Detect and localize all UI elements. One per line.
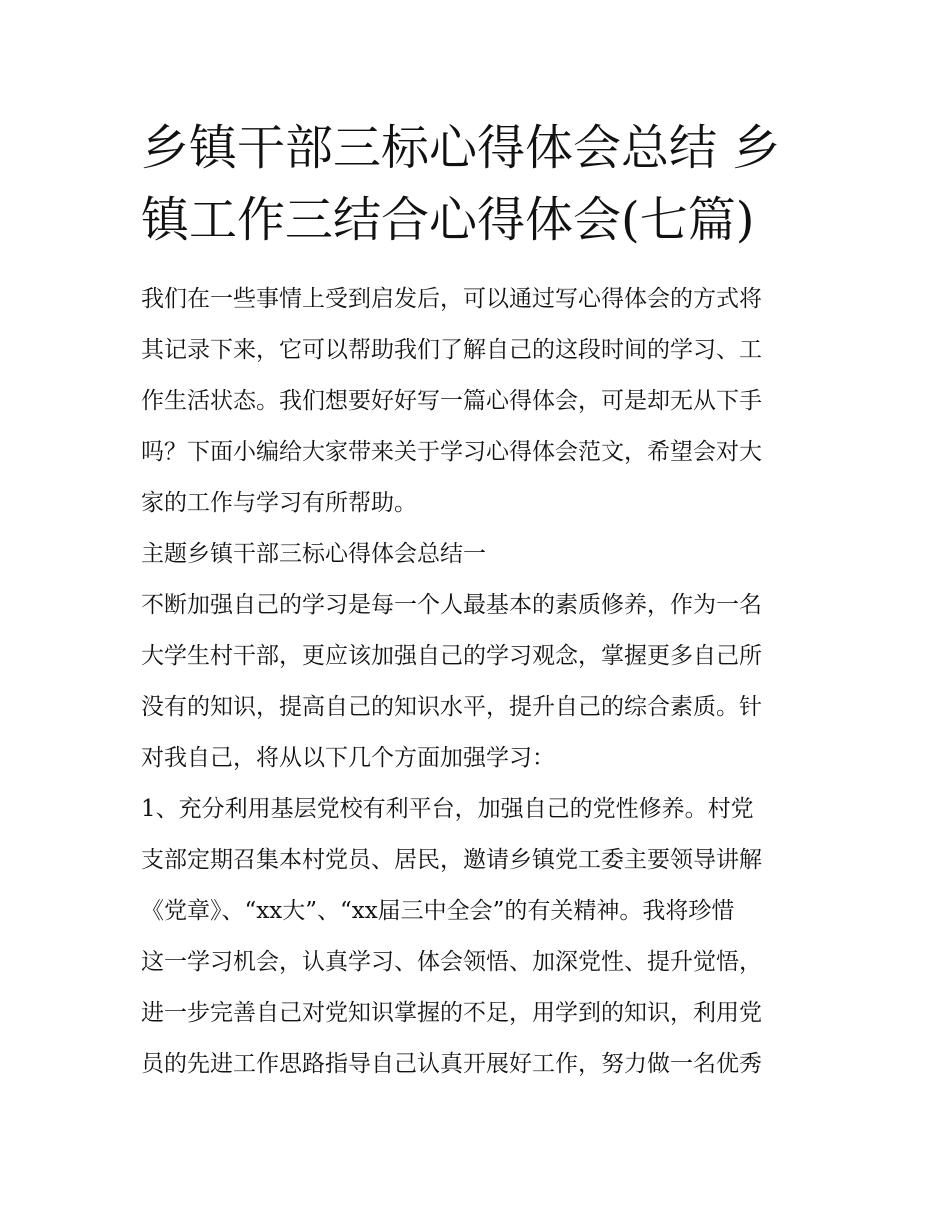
title-line: 镇工作三结合心得体会(七篇) (141, 192, 755, 248)
body-line: 没有的知识，提高自己的知识水平，提升自己的综合素质。针 (141, 694, 762, 720)
document-body (141, 274, 813, 1090)
body-line: 进一步完善自己对党知识掌握的不足，用学到的知识，利用党 (141, 1000, 762, 1026)
body-line: 家的工作与学习有所帮助。 (141, 490, 417, 516)
section-heading: 主题乡镇干部三标心得体会总结一 (141, 541, 486, 567)
body-line: 其记录下来，它可以帮助我们了解自己的这段时间的学习、工 (141, 337, 762, 363)
document-content (141, 112, 813, 1090)
body-line: 大学生村干部，更应该加强自己的学习观念，掌握更多自己所 (141, 643, 762, 669)
body-line: 吗？下面小编给大家带来关于学习心得体会范文，希望会对大 (141, 439, 762, 465)
body-line: 对我自己，将从以下几个方面加强学习： (141, 745, 555, 771)
document-title (141, 112, 813, 256)
body-line: 支部定期召集本村党员、居民，邀请乡镇党工委主要领导讲解 (141, 847, 762, 873)
body-line: 《党章》、“xx大”、“xx届三中全会”的有关精神。我将珍惜 (141, 898, 735, 924)
body-line: 我们在一些事情上受到启发后，可以通过写心得体会的方式将 (141, 286, 762, 312)
body-line: 员的先进工作思路指导自己认真开展好工作，努力做一名优秀 (141, 1051, 762, 1077)
body-line: 作生活状态。我们想要好好写一篇心得体会，可是却无从下手 (141, 388, 762, 414)
body-line: 不断加强自己的学习是每一个人最基本的素质修养，作为一名 (141, 592, 762, 618)
body-line: 1、充分利用基层党校有利平台，加强自己的党性修养。村党 (141, 796, 754, 822)
body-line: 这一学习机会，认真学习、体会领悟、加深党性、提升觉悟， (141, 949, 762, 975)
title-line: 乡镇干部三标心得体会总结 乡 (141, 120, 781, 176)
